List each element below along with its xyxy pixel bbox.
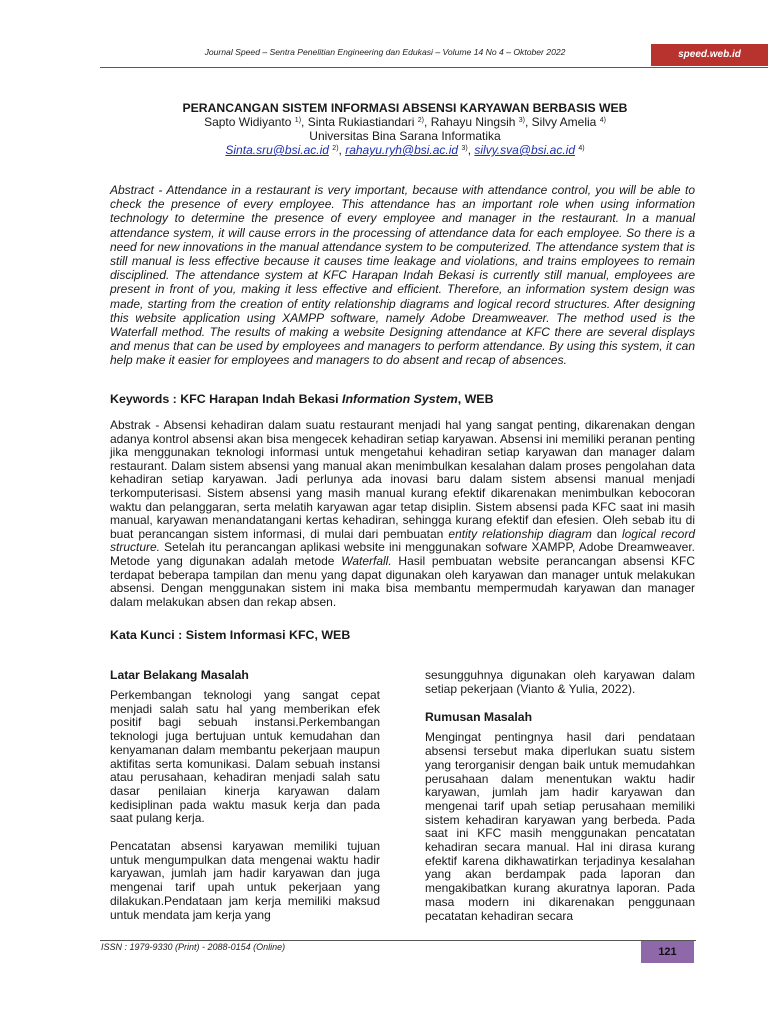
page-number: 121 [641,941,694,963]
keywords-italic: Information System [342,392,458,406]
issn-text: ISSN : 1979-9330 (Print) - 2088-0154 (Online) [101,942,286,952]
author-name: Sapto Widiyanto [204,115,292,129]
section-heading: Rumusan Masalah [425,710,533,725]
email-mark: 4) [578,145,585,152]
abstract-id-italic: entity relationship diagram [448,526,592,541]
email-mark: 3) [461,145,468,152]
site-badge[interactable]: speed.web.id [651,44,768,66]
email-mark: 2) [332,145,339,152]
keywords-rest: , WEB [457,392,494,406]
title-block [110,101,700,157]
abstract-id-text: Setelah itu perancangan aplikasi website ini menggunakan sofware XAMPP, Adobe Dreamweaver. Metode yang digunakan adalah metode [110,540,695,568]
email-link[interactable]: silvy.sva@bsi.ac.id [474,143,576,157]
author-mark: 2) [417,117,425,124]
author-name: Rahayu Ningsih [430,115,516,129]
keywords [110,392,695,406]
left-column [110,668,380,936]
affiliation: Universitas Bina Sarana Informatika [309,129,501,143]
author-mark: 1) [294,117,302,124]
author-mark: 4) [599,117,606,124]
kata-kunci: Kata Kunci : Sistem Informasi KFC, WEB [110,628,351,642]
header-divider [100,67,768,68]
right-column [425,669,695,937]
abstract-indonesian [110,419,695,609]
footer-divider [100,940,696,941]
abstract-id-text: Abstrak - Absensi kehadiran dalam suatu restaurant menjadi hal yang sangat penting, dikarenakan dengan adanya kontrol absensi akan bisa mengecek kehadiran setiap karyawan. Absensi ini memiliki peranan penting jika menggunakan teknologi informasi untuk mengetahui kehadiran setiap karyawan dan manager dalam restaurant. Dalam sistem absensi yang manual akan menimbulkan kesalahan dalam proses pengolahan data kehadiran setiap karyawan. Jadi perlunya ada inovasi baru dalam sistem absensi manual menjadi terkomputerisasi. Sistem absensi yang masih manual kurang efektif dikarenakan menimbulkan kebocoran waktu dan pelanggaran, serta melatih karyawan agar tetap disiplin. Sistem absensi pada KFC saat ini masih manual, karyawan menandatangani kertas kehadiran, sehingga kurang efektif dan efesien. Oleh sebab itu di buat perancangan sistem informasi, di mulai dari pembuatan [110,418,695,541]
journal-header: Journal Speed – Sentra Penelitian Engineering dan Edukasi – Volume 14 No 4 – Oktober 2022 [204,47,566,57]
paragraph: Pencatatan absensi karyawan memiliki tujuan untuk mengumpulkan data mengenai waktu hadir karyawan, jumlah jam hadir karyawan dan juga mengenai tarif upah untuk pekerjaan yang dilakukan.Pendataan jam kerja memiliki maksud untuk mendata jam kerja yang [110,839,380,922]
authors-line: Sapto Widiyanto $^{1)}$, Sinta Rukiastiandari $^{2)}$, Rahayu Ningsih $^{3)}$, Silvy Amelia $^{4)}$ [204,115,606,129]
paragraph: Perkembangan teknologi yang sangat cepat menjadi salah satu hal yang memberikan efek positif bagi sebuah instansi.Perkembangan teknologi juga bertujuan untuk kemudahan dan kenyamanan dalam membantu pekerjaan maupun aktifitas serta komunikasi. Dalam sebuah instansi atau perusahaan, kehadiran menjadi salah satu dasar penilaian kinerja karyawan dalam kedisiplinan pada waktu masuk kerja dan pada saat pulang kerja. [110,688,380,826]
author-name: Sinta Rukiastiandari [307,115,415,129]
abstract-id-italic: Waterfall. [341,553,392,568]
emails-line: Sinta.sru@bsi.ac.id $^{2)}$, rahayu.ryh@bsi.ac.id $^{3)}$, silvy.sva@bsi.ac.id $^{4)}$ [225,143,585,157]
email-link[interactable]: rahayu.ryh@bsi.ac.id [345,143,459,157]
abstract-english: Abstract - Attendance in a restaurant is very important, because with attendance control, you will be able to check the presence of every employee. This attendance has an important role when using information technology to determine the presence of every employee and manager in the restaurant. In a manual attendance system, it will cause errors in the processing of attendance data for each employee. So there is a need for new innovations in the manual attendance system to be computerized. The attendance system that is still manual is less effective because it causes time leakage and violations, and trains employees to remain disciplined. The attendance system at KFC Harapan Indah Bekasi is currently still manual, employees are present in front of you, making it less effective and efficient. Therefore, an information system design was made, starting from the creation of entity relationship diagrams and logical record structures. After designing this website application using XAMPP software, namely Adobe Dreamweaver. The method used is the Waterfall method. The results of making a website Designing attendance at KFC there are several displays and menus that can be used by employees and managers to perform attendance. By using this system, it can help make it easier for employees and managers to do absent and recap of absences. [110,183,696,368]
author-name: Silvy Amelia [531,115,597,129]
paragraph: Mengingat pentingnya hasil dari pendataan absensi tersebut maka diperlukan suatu sistem yang terorganisir dengan baik untuk memudahkan perusahaan dalam menentukan waktu hadir karyawan, jumlah jam hadir karyawan dan mengenai tarif upah setiap perusahaan memiliki sistem kehadiran karyawan yang berbeda. Pada saat ini KFC masih menggunakan pencatatan kehadiran secara manual. Hal ini dirasa kurang efektif karena dikhawatirkan terjadinya kesalahan yang akan berdampak pada laporan dan mengakibatkan kurang akuratnya laporan. Pada masa modern ini dikarenakan penggunaan pecatatan kehadiran secara [425,730,695,923]
keywords-label: Keywords : KFC Harapan Indah Bekasi [110,392,343,406]
abstract-id-italic: logical record structure. [110,526,695,555]
section-heading: Latar Belakang Masalah [110,668,249,682]
abstract-id-text: dan [591,526,622,541]
abstract-id-text: Hasil pembuatan website perancangan absensi KFC terdapat beberapa tampilan dan menu yang dapat digunakan oleh karyawan dan manager untuk melakukan absensi. Dengan menggunakan sistem ini maka bisa membantu mempermudah karyawan dan manager dalam melakukan absen dan rekap absen. [110,553,695,609]
paper-title: PERANCANGAN SISTEM INFORMASI ABSENSI KARYAWAN BERBASIS WEB [182,101,628,115]
email-link[interactable]: Sinta.sru@bsi.ac.id [225,143,329,157]
author-mark: 3) [518,117,525,124]
paragraph: sesungguhnya digunakan oleh karyawan dalam setiap pekerjaan (Vianto & Yulia, 2022). [425,668,695,696]
